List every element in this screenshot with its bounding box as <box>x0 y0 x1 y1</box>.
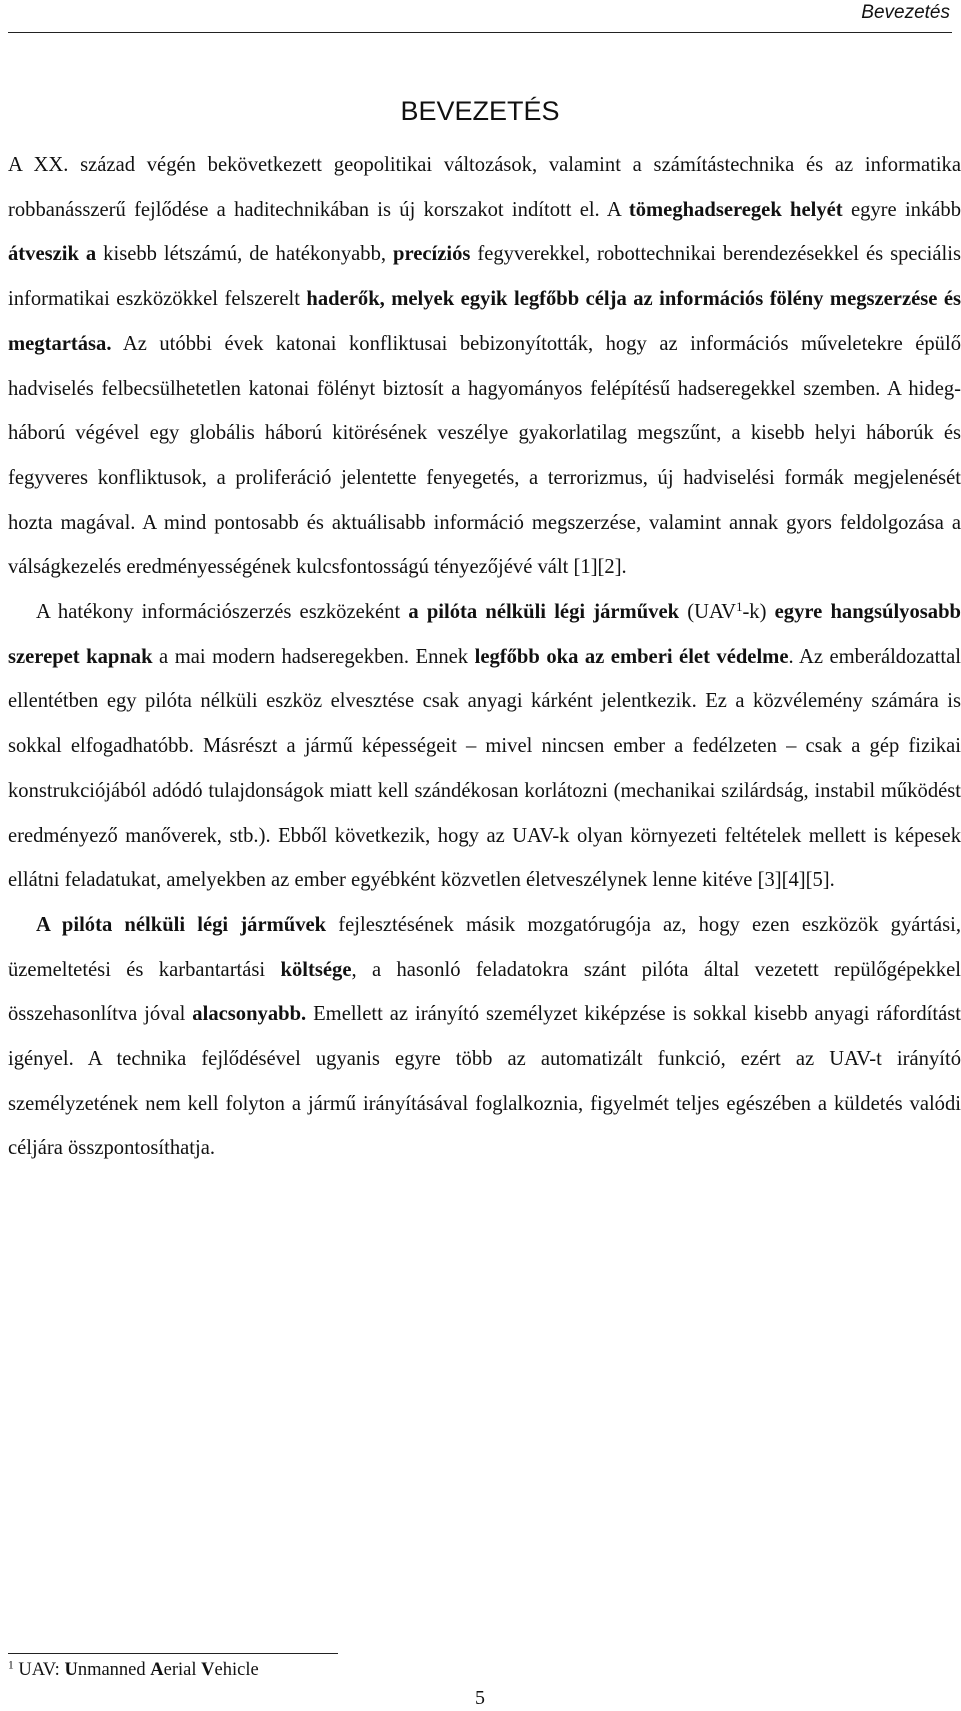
running-header: Bevezetés <box>861 2 950 23</box>
footnote-reference: 1 <box>736 600 743 615</box>
text-run: -k) <box>742 601 775 624</box>
bold-text: egyre hangsúlyosabb szerepet kapnak <box>8 601 961 668</box>
text-run: Az utóbbi évek katonai konfliktusai bebizonyították, hogy az információs műveletekre épülő hadviselés felbecsülhetetlen katonai fölényt biztosít a hagyományos felépítésű hadseregekkel szemben. A hidegháború végével egy globális háború kitörésének veszélye gyakorlatilag megszűnt, a kisebb helyi háborúk és fegyveres konfliktusok, a proliferáció jelentette fenyegetés, a terrorizmus, új hadviselési formák megjelenését hozta magával. A mind pontosabb és aktuálisabb információ megszerzése, valamint annak gyors feldolgozása a válságkezelés eredményességének kulcsfontosságú tényezőjévé vált [1][2]. <box>8 332 961 579</box>
bold-text: alacsonyabb. <box>192 1003 307 1026</box>
paragraph-intro <box>8 143 961 590</box>
text-run: erial <box>163 1660 202 1680</box>
page-title: BEVEZETÉS <box>400 96 560 126</box>
footnote <box>8 1657 608 1683</box>
bold-text: költsége <box>280 958 352 981</box>
bold-text: haderők, melyek egyik legfőbb célja az információs fölény megszerzése és megtartása. <box>8 288 961 355</box>
text-run: fegyverekkel, robottechnikai berendezésekkel és speciális informatikai eszközökkel felszerelt <box>8 243 961 311</box>
text-run: egyre inkább <box>842 198 961 221</box>
text-run: A XX. század végén bekövetkezett geopolitikai változások, valamint a számítástechnika és az informatika robbanásszerű fejlődése a haditechnikában is új korszakot indított el. <box>8 154 961 221</box>
paragraph-uav-cost <box>8 903 961 1171</box>
text-run: , a hasonló feladatokra szánt pilóta által vezetett repülőgépekkel összehasonlítva jóval <box>8 958 961 1026</box>
bold-text: a pilóta nélküli légi járművek <box>408 601 680 624</box>
footnote-text <box>14 1660 259 1680</box>
text-run: A <box>606 198 629 221</box>
footnote-marker: 1 <box>8 1659 14 1672</box>
bold-text: precíziós <box>393 243 471 266</box>
text-run: Emellett az irányító személyzet kiképzése is sokkal kisebb anyagi ráfordítást igényel. A technika fejlődésével ugyanis egyre több az automatizált funkció, ezért az UAV-t irányító személyzetének nem kell folyton a jármű irányításával foglalkoznia, figyelmét teljes egészében a küldetés valódi céljára összpontosíthatja. <box>8 1003 961 1160</box>
bold-text: U <box>64 1660 78 1680</box>
body-text <box>8 143 961 1171</box>
page-number: 5 <box>475 1687 485 1709</box>
text-run: (UAV <box>679 601 737 624</box>
text-run: fejlesztésének másik mozgatórugója az, hogy ezen eszközök gyártási, üzemeltetési és karbantartási <box>8 913 961 981</box>
footnote-rule <box>8 1653 338 1654</box>
text-run: nmanned <box>77 1660 151 1680</box>
bold-text: A pilóta nélküli légi járművek <box>36 913 327 936</box>
bold-text: tömeghadseregek helyét <box>628 198 843 221</box>
bold-text: legfőbb oka az emberi élet védelme <box>474 645 789 668</box>
bold-text: A <box>150 1660 164 1680</box>
text-run: a mai modern hadseregekben. Ennek <box>152 645 475 668</box>
header-rule <box>8 32 952 33</box>
bold-text: átveszik a <box>8 243 97 266</box>
text-run: ehicle <box>214 1660 259 1680</box>
paragraph-uav-role <box>8 590 961 903</box>
text-run: kisebb létszámú, de hatékonyabb, <box>96 243 393 266</box>
text-run: UAV: <box>13 1660 65 1680</box>
text-run: . Az emberáldozattal ellentétben egy pilóta nélküli eszköz elvesztése csak anyagi kárként jelentkezik. Ez a közvélemény számára is sokkal elfogadhatóbb. Másrészt a jármű képességeit – mivel nincsen ember a fedélzeten – csak a gép fizikai konstrukciójából adódó tulajdonságok miatt kell szándékosan korlátozni (mechanikai szilárdság, instabil működést eredményező manőverek, stb.). Ebből következik, hogy az UAV-k olyan környezeti feltételek mellett is képesek ellátni feladatukat, amelyekben az ember egyébként közvetlen életveszélynek lenne kitéve [3][4][5]. <box>8 645 961 892</box>
text-run: A hatékony információszerzés eszközeként <box>36 601 409 624</box>
bold-text: V <box>201 1660 215 1680</box>
